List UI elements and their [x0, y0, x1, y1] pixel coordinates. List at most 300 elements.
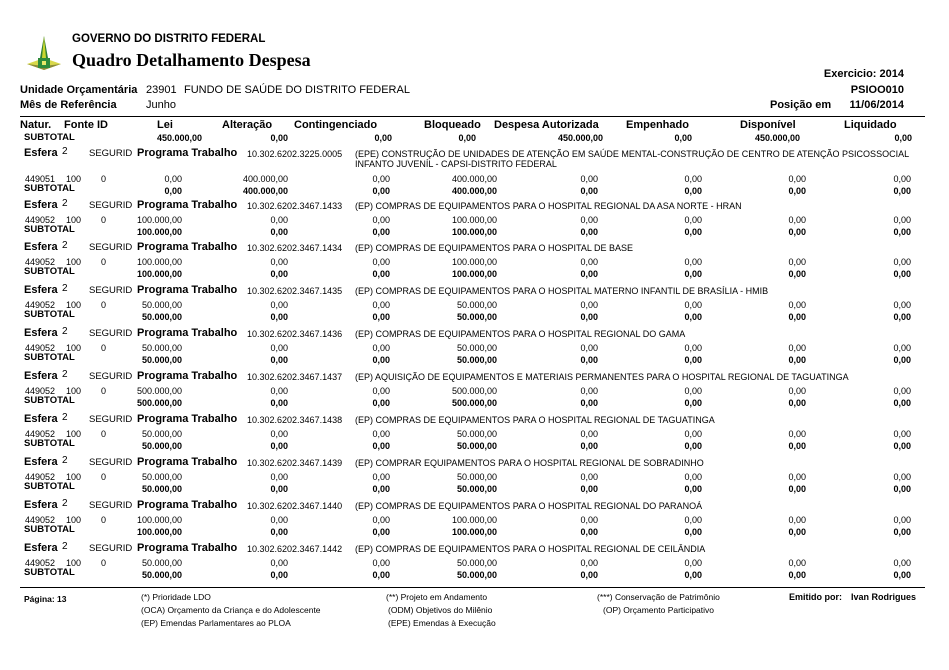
- top-subtotal-value: 450.000,00: [754, 133, 800, 143]
- id: 0: [101, 386, 107, 396]
- esfera-value: 2: [62, 369, 68, 380]
- row-value: 50.000,00: [456, 429, 497, 439]
- row-value: 0,00: [372, 429, 390, 439]
- subtotal-value: 100.000,00: [136, 269, 182, 279]
- row-value: 50.000,00: [141, 472, 182, 482]
- subtotal-value: 0,00: [270, 570, 288, 580]
- subtotal-value: 0,00: [580, 312, 598, 322]
- subtotal-value: 0,00: [788, 269, 806, 279]
- subtotal-value: 0,00: [893, 441, 911, 451]
- id: 0: [101, 472, 107, 482]
- esfera-label: Esfera: [24, 284, 58, 296]
- subtotal-label: SUBTOTAL: [24, 266, 75, 277]
- subtotal-label: SUBTOTAL: [24, 183, 75, 194]
- subtotal-value: 0,00: [372, 269, 390, 279]
- natureza: 449051: [25, 174, 56, 184]
- subtotal-value: 0,00: [684, 484, 702, 494]
- esfera-label: Esfera: [24, 413, 58, 425]
- posicao-label: Posição em: [770, 99, 832, 111]
- row-value: 50.000,00: [141, 429, 182, 439]
- row-value: 0,00: [893, 472, 911, 482]
- subtotal-value: 0,00: [893, 227, 911, 237]
- id: 0: [101, 257, 107, 267]
- subtotal-value: 0,00: [788, 355, 806, 365]
- row-value: 50.000,00: [456, 558, 497, 568]
- row-value: 0,00: [684, 300, 702, 310]
- subtotal-value: 0,00: [580, 484, 598, 494]
- row-value: 0,00: [893, 429, 911, 439]
- subtotal-value: 0,00: [580, 398, 598, 408]
- subtotal-value: 0,00: [788, 312, 806, 322]
- row-value: 50.000,00: [141, 300, 182, 310]
- report-title: Quadro Detalhamento Despesa: [72, 50, 311, 70]
- legend-prioridade: (*) Prioridade LDO: [141, 592, 211, 602]
- row-value: 0,00: [893, 558, 911, 568]
- subtotal-value: 0,00: [788, 227, 806, 237]
- natureza: 449052: [25, 515, 56, 525]
- esfera-label: Esfera: [24, 327, 58, 339]
- col-liquidado: Liquidado: [844, 119, 897, 131]
- seguridade: SEGURID: [89, 371, 133, 382]
- subtotal-value: 0,00: [270, 441, 288, 451]
- subtotal-value: 0,00: [893, 312, 911, 322]
- page-number: Página: 13: [24, 594, 67, 604]
- subtotal-value: 100.000,00: [451, 269, 497, 279]
- row-value: 0,00: [893, 300, 911, 310]
- subtotal-value: 0,00: [580, 570, 598, 580]
- row-value: 50.000,00: [456, 300, 497, 310]
- col-fonte-id: Fonte ID: [64, 119, 108, 131]
- esfera-value: 2: [62, 198, 68, 209]
- subtotal-value: 0,00: [270, 355, 288, 365]
- natureza: 449052: [25, 558, 56, 568]
- col-disponivel: Disponível: [740, 119, 796, 131]
- seguridade: SEGURID: [89, 543, 133, 554]
- unidade-name: FUNDO DE SAÚDE DO DISTRITO FEDERAL: [184, 84, 410, 96]
- programa-description: (EP) COMPRAS DE EQUIPAMENTOS PARA O HOSPITAL REGIONAL DO GAMA: [355, 329, 686, 339]
- subtotal-label: SUBTOTAL: [24, 224, 75, 235]
- row-value: 0,00: [893, 174, 911, 184]
- row-value: 0,00: [580, 558, 598, 568]
- row-value: 0,00: [270, 343, 288, 353]
- row-value: 0,00: [270, 515, 288, 525]
- subtotal-value: 0,00: [788, 484, 806, 494]
- col-despesa-autorizada: Despesa Autorizada: [494, 119, 599, 131]
- subtotal-value: 400.000,00: [242, 186, 288, 196]
- row-value: 0,00: [684, 174, 702, 184]
- subtotal-value: 0,00: [788, 186, 806, 196]
- row-value: 0,00: [893, 215, 911, 225]
- id: 0: [101, 515, 107, 525]
- subtotal-value: 0,00: [684, 355, 702, 365]
- row-value: 0,00: [372, 386, 390, 396]
- row-value: 0,00: [788, 174, 806, 184]
- id: 0: [101, 429, 107, 439]
- row-value: 0,00: [270, 558, 288, 568]
- row-value: 0,00: [270, 386, 288, 396]
- subtotal-value: 0,00: [788, 398, 806, 408]
- programa-label: Programa Trabalho: [137, 284, 238, 296]
- fonte: 100: [66, 257, 82, 267]
- top-subtotal-value: 0,00: [894, 133, 912, 143]
- programa-code: 10.302.6202.3467.1438: [247, 415, 343, 425]
- col-bloqueado: Bloqueado: [424, 119, 481, 131]
- row-value: 0,00: [684, 472, 702, 482]
- subtotal-value: 0,00: [580, 441, 598, 451]
- subtotal-value: 0,00: [788, 527, 806, 537]
- subtotal-value: 100.000,00: [136, 527, 182, 537]
- programa-label: Programa Trabalho: [137, 199, 238, 211]
- row-value: 0,00: [788, 472, 806, 482]
- id: 0: [101, 558, 107, 568]
- row-value: 50.000,00: [141, 558, 182, 568]
- subtotal-value: 0,00: [893, 355, 911, 365]
- legend-conservacao: (***) Conservação de Patrimônio: [597, 592, 720, 602]
- subtotal-value: 100.000,00: [136, 227, 182, 237]
- row-value: 500.000,00: [451, 386, 497, 396]
- programa-code: 10.302.6202.3467.1433: [247, 201, 343, 211]
- esfera-label: Esfera: [24, 241, 58, 253]
- programa-description: (EP) AQUISIÇÃO DE EQUIPAMENTOS E MATERIAIS PERMANENTES PARA O HOSPITAL REGIONAL DE TAGUATINGA: [355, 372, 849, 382]
- subtotal-value: 0,00: [372, 527, 390, 537]
- row-value: 100.000,00: [451, 257, 497, 267]
- natureza: 449052: [25, 472, 56, 482]
- row-value: 400.000,00: [242, 174, 288, 184]
- row-value: 0,00: [893, 515, 911, 525]
- row-value: 0,00: [788, 429, 806, 439]
- row-value: 400.000,00: [451, 174, 497, 184]
- row-value: 100.000,00: [451, 215, 497, 225]
- natureza: 449052: [25, 257, 56, 267]
- subtotal-value: 400.000,00: [451, 186, 497, 196]
- programa-description: (EP) COMPRAS DE EQUIPAMENTOS PARA O HOSPITAL DE BASE: [355, 243, 634, 253]
- esfera-value: 2: [62, 146, 68, 157]
- col-contingenciado: Contingenciado: [294, 119, 378, 131]
- row-value: 0,00: [893, 257, 911, 267]
- mes-value: Junho: [146, 99, 176, 111]
- row-value: 0,00: [372, 300, 390, 310]
- seguridade: SEGURID: [89, 328, 133, 339]
- row-value: 100.000,00: [451, 515, 497, 525]
- subtotal-value: 50.000,00: [456, 441, 497, 451]
- seguridade: SEGURID: [89, 200, 133, 211]
- esfera-label: Esfera: [24, 499, 58, 511]
- subtotal-value: 0,00: [684, 227, 702, 237]
- row-value: 0,00: [788, 558, 806, 568]
- row-value: 0,00: [788, 257, 806, 267]
- fonte: 100: [66, 472, 82, 482]
- esfera-label: Esfera: [24, 456, 58, 468]
- subtotal-label: SUBTOTAL: [24, 395, 75, 406]
- row-value: 0,00: [270, 257, 288, 267]
- row-value: 0,00: [372, 174, 390, 184]
- programa-label: Programa Trabalho: [137, 147, 238, 159]
- natureza: 449052: [25, 386, 56, 396]
- id: 0: [101, 343, 107, 353]
- col-natur: Natur.: [20, 119, 52, 131]
- fonte: 100: [66, 429, 82, 439]
- esfera-value: 2: [62, 541, 68, 552]
- esfera-label: Esfera: [24, 542, 58, 554]
- subtotal-value: 500.000,00: [136, 398, 182, 408]
- row-value: 0,00: [684, 215, 702, 225]
- natureza: 449052: [25, 429, 56, 439]
- row-value: 50.000,00: [141, 343, 182, 353]
- header-divider: [20, 116, 925, 117]
- seguridade: SEGURID: [89, 500, 133, 511]
- subtotal-value: 50.000,00: [141, 312, 182, 322]
- subtotal-value: 500.000,00: [451, 398, 497, 408]
- subtotal-value: 50.000,00: [456, 484, 497, 494]
- legend-odm: (ODM) Objetivos do Milênio: [388, 605, 493, 615]
- subtotal-label: SUBTOTAL: [24, 524, 75, 535]
- row-value: 0,00: [372, 343, 390, 353]
- programa-code: 10.302.6202.3467.1437: [247, 372, 343, 382]
- subtotal-value: 0,00: [788, 570, 806, 580]
- top-subtotal-value: 0,00: [374, 133, 392, 143]
- programa-code: 10.302.6202.3467.1436: [247, 329, 343, 339]
- subtotal-value: 0,00: [270, 527, 288, 537]
- row-value: 0,00: [372, 215, 390, 225]
- subtotal-value: 0,00: [372, 227, 390, 237]
- subtotal-value: 0,00: [270, 312, 288, 322]
- subtotal-value: 0,00: [372, 398, 390, 408]
- esfera-value: 2: [62, 412, 68, 423]
- top-subtotal-value: 0,00: [270, 133, 288, 143]
- seguridade: SEGURID: [89, 457, 133, 468]
- subtotal-value: 0,00: [372, 186, 390, 196]
- row-value: 0,00: [270, 215, 288, 225]
- row-value: 50.000,00: [456, 343, 497, 353]
- subtotal-value: 0,00: [580, 227, 598, 237]
- subtotal-label: SUBTOTAL: [24, 309, 75, 320]
- programa-label: Programa Trabalho: [137, 370, 238, 382]
- unidade-code: 23901: [146, 84, 177, 96]
- subtotal-value: 0,00: [893, 186, 911, 196]
- row-value: 100.000,00: [136, 257, 182, 267]
- top-subtotal-value: 0,00: [674, 133, 692, 143]
- esfera-label: Esfera: [24, 370, 58, 382]
- row-value: 0,00: [580, 343, 598, 353]
- subtotal-value: 0,00: [372, 355, 390, 365]
- row-value: 500.000,00: [136, 386, 182, 396]
- subtotal-value: 0,00: [580, 355, 598, 365]
- subtotal-value: 0,00: [372, 484, 390, 494]
- subtotal-value: 0,00: [684, 269, 702, 279]
- programa-description: (EP) COMPRAR EQUIPAMENTOS PARA O HOSPITAL REGIONAL DE SOBRADINHO: [355, 458, 704, 468]
- row-value: 0,00: [270, 429, 288, 439]
- subtotal-value: 0,00: [164, 186, 182, 196]
- subtotal-value: 0,00: [580, 186, 598, 196]
- programa-code: 10.302.6202.3467.1434: [247, 243, 343, 253]
- subtotal-value: 0,00: [372, 570, 390, 580]
- subtotal-value: 0,00: [270, 269, 288, 279]
- fonte: 100: [66, 215, 82, 225]
- subtotal-value: 0,00: [893, 269, 911, 279]
- natureza: 449052: [25, 215, 56, 225]
- subtotal-value: 50.000,00: [141, 570, 182, 580]
- emitido-label: Emitido por:: [789, 592, 842, 602]
- natureza: 449052: [25, 300, 56, 310]
- row-value: 0,00: [788, 386, 806, 396]
- seguridade: SEGURID: [89, 414, 133, 425]
- row-value: 0,00: [788, 215, 806, 225]
- subtotal-value: 0,00: [372, 312, 390, 322]
- programa-description: (EPE) CONSTRUÇÃO DE UNIDADES DE ATENÇÃO EM SAÚDE MENTAL-CONSTRUÇÃO DE CENTRO DE ATENÇÃO PSICOSSOCIAL INFANTO JUVENÍL - CAPSI-DISTRITO FEDERAL: [355, 149, 909, 169]
- legend-oca: (OCA) Orçamento da Criança e do Adolescente: [141, 605, 321, 615]
- legend-ep: (EP) Emendas Parlamentares ao PLOA: [141, 618, 291, 628]
- subtotal-value: 0,00: [270, 484, 288, 494]
- programa-code: 10.302.6202.3467.1440: [247, 501, 343, 511]
- row-value: 0,00: [684, 343, 702, 353]
- subtotal-value: 0,00: [372, 441, 390, 451]
- top-subtotal-value: 0,00: [458, 133, 476, 143]
- programa-description: (EP) COMPRAS DE EQUIPAMENTOS PARA O HOSPITAL REGIONAL DO PARANOÁ: [355, 501, 703, 511]
- fonte: 100: [66, 515, 82, 525]
- subtotal-value: 0,00: [684, 527, 702, 537]
- esfera-value: 2: [62, 498, 68, 509]
- col-empenhado: Empenhado: [626, 119, 689, 131]
- row-value: 0,00: [372, 472, 390, 482]
- subtotal-value: 0,00: [684, 398, 702, 408]
- programa-code: 10.302.6202.3467.1442: [247, 544, 343, 554]
- mes-label: Mês de Referência: [20, 99, 117, 111]
- esfera-label: Esfera: [24, 199, 58, 211]
- subtotal-value: 0,00: [684, 570, 702, 580]
- row-value: 100.000,00: [136, 215, 182, 225]
- subtotal-value: 0,00: [684, 441, 702, 451]
- subtotal-value: 0,00: [893, 484, 911, 494]
- subtotal-value: 0,00: [893, 527, 911, 537]
- subtotal-label: SUBTOTAL: [24, 481, 75, 492]
- programa-code: 10.302.6202.3467.1439: [247, 458, 343, 468]
- programa-description: (EP) COMPRAS DE EQUIPAMENTOS PARA O HOSPITAL REGIONAL DA ASA NORTE - HRAN: [355, 201, 742, 211]
- fonte: 100: [66, 386, 82, 396]
- legend-op: (OP) Orçamento Participativo: [603, 605, 715, 615]
- row-value: 0,00: [580, 386, 598, 396]
- row-value: 0,00: [270, 472, 288, 482]
- subtotal-value: 50.000,00: [456, 570, 497, 580]
- esfera-label: Esfera: [24, 147, 58, 159]
- subtotal-label: SUBTOTAL: [24, 567, 75, 578]
- row-value: 0,00: [372, 558, 390, 568]
- row-value: 0,00: [684, 257, 702, 267]
- row-value: 0,00: [788, 300, 806, 310]
- seguridade: SEGURID: [89, 242, 133, 253]
- row-value: 0,00: [893, 343, 911, 353]
- subtotal-value: 0,00: [788, 441, 806, 451]
- subtotal-value: 0,00: [684, 312, 702, 322]
- subtotal-value: 0,00: [580, 269, 598, 279]
- subtotal-value: 0,00: [893, 570, 911, 580]
- programa-label: Programa Trabalho: [137, 542, 238, 554]
- row-value: 0,00: [684, 515, 702, 525]
- programa-code: 10.302.6202.3225.0005: [247, 149, 343, 159]
- subtotal-value: 50.000,00: [141, 441, 182, 451]
- col-lei: Lei: [157, 119, 173, 131]
- fonte: 100: [66, 300, 82, 310]
- row-value: 0,00: [372, 257, 390, 267]
- row-value: 100.000,00: [136, 515, 182, 525]
- fonte: 100: [66, 343, 82, 353]
- seguridade: SEGURID: [89, 285, 133, 296]
- subtotal-label: SUBTOTAL: [24, 352, 75, 363]
- esfera-value: 2: [62, 326, 68, 337]
- fonte: 100: [66, 174, 82, 184]
- subtotal-label: SUBTOTAL: [24, 438, 75, 449]
- row-value: 0,00: [580, 300, 598, 310]
- programa-code: 10.302.6202.3467.1435: [247, 286, 343, 296]
- posicao-date: 11/06/2014: [849, 99, 904, 111]
- esfera-value: 2: [62, 283, 68, 294]
- row-value: 0,00: [580, 472, 598, 482]
- subtotal-value: 50.000,00: [456, 355, 497, 365]
- report-code: PSIOO010: [850, 84, 904, 96]
- row-value: 0,00: [580, 174, 598, 184]
- col-alteracao: Alteração: [222, 119, 273, 131]
- unidade-label: Unidade Orçamentária: [20, 84, 138, 96]
- programa-description: (EP) COMPRAS DE EQUIPAMENTOS PARA O HOSPITAL REGIONAL DE TAGUATINGA: [355, 415, 715, 425]
- row-value: 0,00: [788, 343, 806, 353]
- subtotal-value: 0,00: [893, 398, 911, 408]
- row-value: 0,00: [580, 429, 598, 439]
- legend-epe: (EPE) Emendas à Execução: [388, 618, 496, 628]
- subtotal-value: 0,00: [270, 398, 288, 408]
- programa-description: (EP) COMPRAS DE EQUIPAMENTOS PARA O HOSPITAL MATERNO INFANTIL DE BRASÍLIA - HMIB: [355, 286, 769, 296]
- row-value: 0,00: [580, 515, 598, 525]
- id: 0: [101, 300, 107, 310]
- gdf-logo-icon: [25, 34, 63, 74]
- seguridade: SEGURID: [89, 148, 133, 159]
- row-value: 0,00: [372, 515, 390, 525]
- esfera-value: 2: [62, 240, 68, 251]
- org-name: GOVERNO DO DISTRITO FEDERAL: [72, 33, 266, 45]
- natureza: 449052: [25, 343, 56, 353]
- subtotal-value: 0,00: [684, 186, 702, 196]
- exercicio: Exercicio: 2014: [823, 68, 904, 80]
- programa-description: (EP) COMPRAS DE EQUIPAMENTOS PARA O HOSPITAL REGIONAL DE CEILÂNDIA: [355, 544, 706, 554]
- subtotal-value: 50.000,00: [456, 312, 497, 322]
- fonte: 100: [66, 558, 82, 568]
- row-value: 0,00: [788, 515, 806, 525]
- programa-label: Programa Trabalho: [137, 327, 238, 339]
- subtotal-value: 50.000,00: [141, 484, 182, 494]
- programa-label: Programa Trabalho: [137, 413, 238, 425]
- top-subtotal-value: 450.000,00: [557, 133, 603, 143]
- subtotal-value: 0,00: [270, 227, 288, 237]
- subtotal-value: 100.000,00: [451, 227, 497, 237]
- programa-label: Programa Trabalho: [137, 456, 238, 468]
- subtotal-value: 50.000,00: [141, 355, 182, 365]
- programa-label: Programa Trabalho: [137, 241, 238, 253]
- row-value: 0,00: [270, 300, 288, 310]
- esfera-value: 2: [62, 455, 68, 466]
- row-value: 0,00: [684, 429, 702, 439]
- legend-projeto: (**) Projeto em Andamento: [386, 592, 488, 602]
- id: 0: [101, 215, 107, 225]
- id: 0: [101, 174, 107, 184]
- footer-divider: [20, 587, 925, 588]
- subtotal-value: 0,00: [580, 527, 598, 537]
- row-value: 0,00: [684, 386, 702, 396]
- row-value: 0,00: [684, 558, 702, 568]
- programa-label: Programa Trabalho: [137, 499, 238, 511]
- row-value: 0,00: [164, 174, 182, 184]
- top-subtotal-label: SUBTOTAL: [24, 132, 75, 143]
- row-value: 0,00: [893, 386, 911, 396]
- emitido-value: Ivan Rodrigues: [851, 592, 917, 602]
- row-value: 0,00: [580, 215, 598, 225]
